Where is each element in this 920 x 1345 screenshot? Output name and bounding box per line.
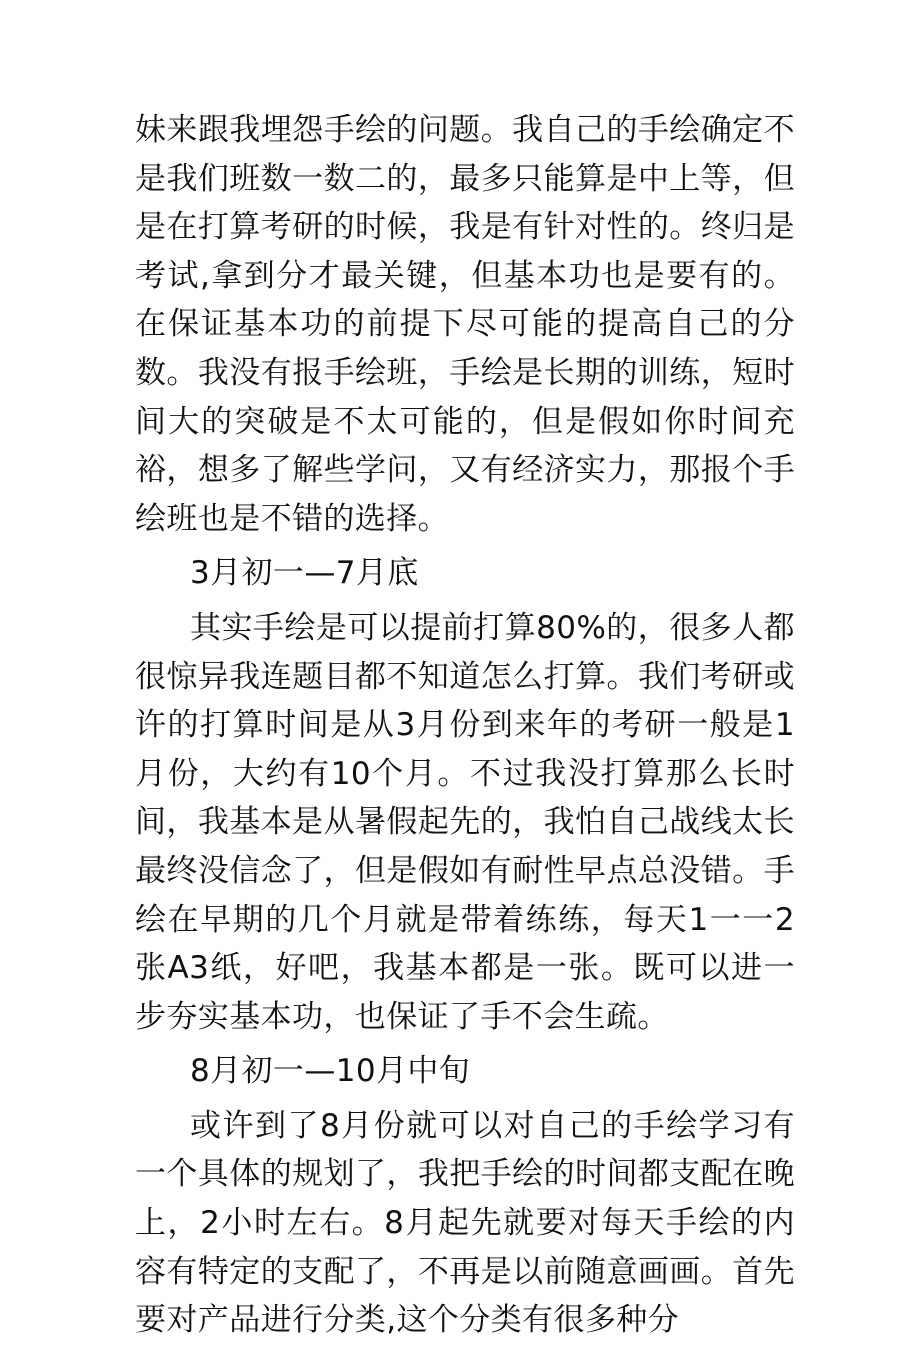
section-heading-march-july: 3月初一—7月底 — [190, 555, 419, 592]
paragraph-continued: 妹来跟我埋怨手绘的问题。我自己的手绘确定不是我们班数一数二的，最多只能算是中上等，但是在打算考研的时候，我是有针对性的。终归是考试,拿到分才最关键，但基本功也是要有的。在保证基本功的前提下尽可能的提高自己的分数。我没有报手绘班，手绘是长期的训练，短时间大的突破是不太可能的，但是假如你时间充裕，想多了解些学问，又有经济实力，那报个手绘班也是不错的选择。 — [135, 112, 795, 537]
document-page — [135, 106, 795, 1345]
section-heading-august-october: 8月初一—10月中旬 — [190, 1053, 471, 1090]
paragraph-march-july: 其实手绘是可以提前打算80%的，很多人都很惊异我连题目都不知道怎么打算。我们考研或许的打算时间是从3月份到来年的考研一般是1月份，大约有10个月。不过我没打算那么长时间，我基本是从暑假起先的，我怕自己战线太长最终没信念了，但是假如有耐性早点总没错。手绘在早期的几个月就是带着练练，每天1一一2张A3纸，好吧，我基本都是一张。既可以进一步夯实基本功，也保证了手不会生疏。 — [135, 609, 795, 1035]
paragraph-august-october: 或许到了8月份就可以对自己的手绘学习有一个具体的规划了，我把手绘的时间都支配在晚上，2小时左右。8月起先就要对每天手绘的内容有特定的支配了，不再是以前随意画画。首先要对产品进行分类,这个分类有很多种分 — [135, 1107, 795, 1339]
